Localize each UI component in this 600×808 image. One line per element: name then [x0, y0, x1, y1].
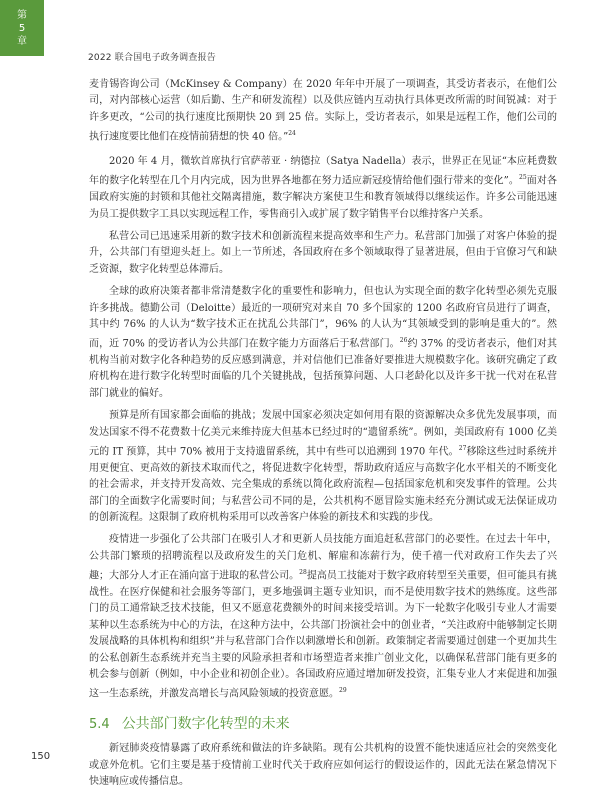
paragraph-4: 全球的政府决策者都非常清楚数字化的重要性和影响力，但也认为实现全面的数字化转型必须先克服许多挑战。德勤公司（Deloitte）最近的一项研究对来自 70 多个国家的 1200 名政府官员进行了调查，其中约 76% 的人认为“数字技术正在扰乱公共部门”，96% 的人认为“其领域受到的影响是重大的”。然而，近 70% 的受访者认为公共部门在数字能力方面落后于私营部门。$^{26}$约 37% 的受访者表示，他们对其机构当前对数字化各种趋势的反应感到满意，并对信他们已准备好要推进大规模数字化。该研究确定了政府机构在进行数字化转型时面临的几个关键挑战，包括预算问题、人口老龄化以及许多干扰一代对在私营部门就业的偏好。	[89, 286, 557, 399]
paragraph-5: 预算是所有国家都会面临的挑战；发展中国家必须决定如何用有限的资源解决众多优先发展事项，而发达国家不得不花费数十亿美元来维持庞大但基本已经过时的“遗留系统”。例如，美国政府有 1000 亿美元的 IT 预算，其中 70% 被用于支持遗留系统，其中有些可以追溯到 1970 年代。$^{27}$移除这些过时系统并用更便宜、更高效的新技术取而代之，将促进数字化转型，帮助政府适应与高数字化水平相关的不断变化的社会需求，并支持开发高效、完全集成的系统以简化政府流程—包括国家危机和突发事件的管理。公共部门的全面数字化需要时间；与私营公司不同的是，公共机构不愿冒险实施未经充分测试或无法保证成功的创新流程。这限制了政府机构采用可以改善客户体验的新技术和实践的步伐。	[89, 410, 558, 524]
footnote-27: 27	[458, 445, 467, 453]
footnote-24: 24	[288, 130, 296, 138]
section-number: 5.4	[89, 717, 110, 733]
paragraph-6: 疫情进一步强化了公共部门在吸引人才和更新人员技能方面追赶私营部门的必要性。在过去十年中，公共部门繁琐的招聘流程以及政府发生的关门危机、解雇和冻薪行为，使千禧一代对政府工作失去了兴趣；大部分人才正在涌向富于进取的私营公司。$^{28}$提高员工技能对于数字政府转型至关重要，但可能具有挑战性。在医疗保健和社会服务等部门，更多地强调主题专业知识，而不是使用数字技术的熟练度。这些部门的员工通常缺乏技术技能，但又不愿意花费额外的时间来接受培训。为下一轮数字化吸引专业人才需要某种以生态系统为中心的方法，在这种方法中，公共部门扮演社会中的创业者，“关注政府中能够制定长期发展战略的具体机构和组织”并与私营部门合作以刺激增长和创新。政策制定者需要通过创建一个更加共生的公私创新生态系统并充当主要的风险承担者和市场塑造者来推广创业文化，以确保私营部门能有更多的机会参与创新（例如，中小企业和初创企业）。各国政府应通过增加研发投资，汇集专业人才来促进和加强这一生态系统，并激发高增长与高风险领域的投资意愿。$^{29}$	[89, 534, 558, 700]
paragraph-2: 2020 年 4 月，微软首席执行官萨蒂亚 · 纳德拉（Satya Nadella）表示，世界正在见证“本应耗费数年的数字化转型在几个月内完成，因为世界各地都在努力适应新冠疫情给他们强行带来的变化”。$^{25}$面对各国政府实施的封锁和其他社交隔离措施，数字解决方案使卫生和教育领域得以继续运作。许多公司能迅速为员工提供数字工具以实现远程工作，零售商引入或扩展了数字销售平台以维持客户关系。	[89, 155, 557, 220]
chapter-tab-line2: 5	[18, 23, 26, 34]
chapter-tab-line3: 章	[17, 36, 27, 47]
paragraph-1: 麦肯锡咨询公司（McKinsey & Company）在 2020 年年中开展了一项调查，其受访者表示，在他们公司，对内部核心运营（如后勤、生产和研发流程）以及供应链内互动执行具体更改所需的时间锐减：对于许多更改，“公司的执行速度比预期快 20 到 25 倍。实际上，受访者表示，如果是远程工作，他们公司的执行速度要比他们在疫情前猜想的快 40 倍。”$^{24}$	[89, 79, 557, 143]
running-header: 2022 联合国电子政务调查报告	[88, 53, 216, 63]
section-title: 公共部门数字化转型的未来	[121, 716, 290, 733]
footnote-25: 25	[519, 174, 527, 182]
paragraph-closing: 新冠肺炎疫情暴露了政府系统和做法的许多缺陷。现有公共机构的设置不能快速适应社会的突然变化或意外危机。它们主要是基于疫情前工业时代关于政府应如何运行的假设运作的，因此无法在紧急情况下快速响应或传播信息。	[89, 743, 557, 787]
footnote-29: 29	[339, 687, 347, 695]
page-content	[89, 77, 557, 796]
chapter-tab-line1: 第	[17, 10, 27, 21]
footnote-26: 26	[399, 337, 408, 345]
footnote-28: 28	[299, 569, 307, 577]
page-number: 150	[31, 751, 51, 762]
paragraph-3: 私营公司已迅速采用新的数字技术和创新流程来提高效率和生产力。私营部门加强了对客户体验的提升，公共部门有望迎头赶上。如上一节所述，各国政府在多个领域取得了显著进展，但由于官僚习气和缺乏资源，数字化转型总体滞后。	[89, 230, 557, 275]
chapter-tab	[0, 0, 44, 56]
section-heading	[89, 713, 557, 733]
